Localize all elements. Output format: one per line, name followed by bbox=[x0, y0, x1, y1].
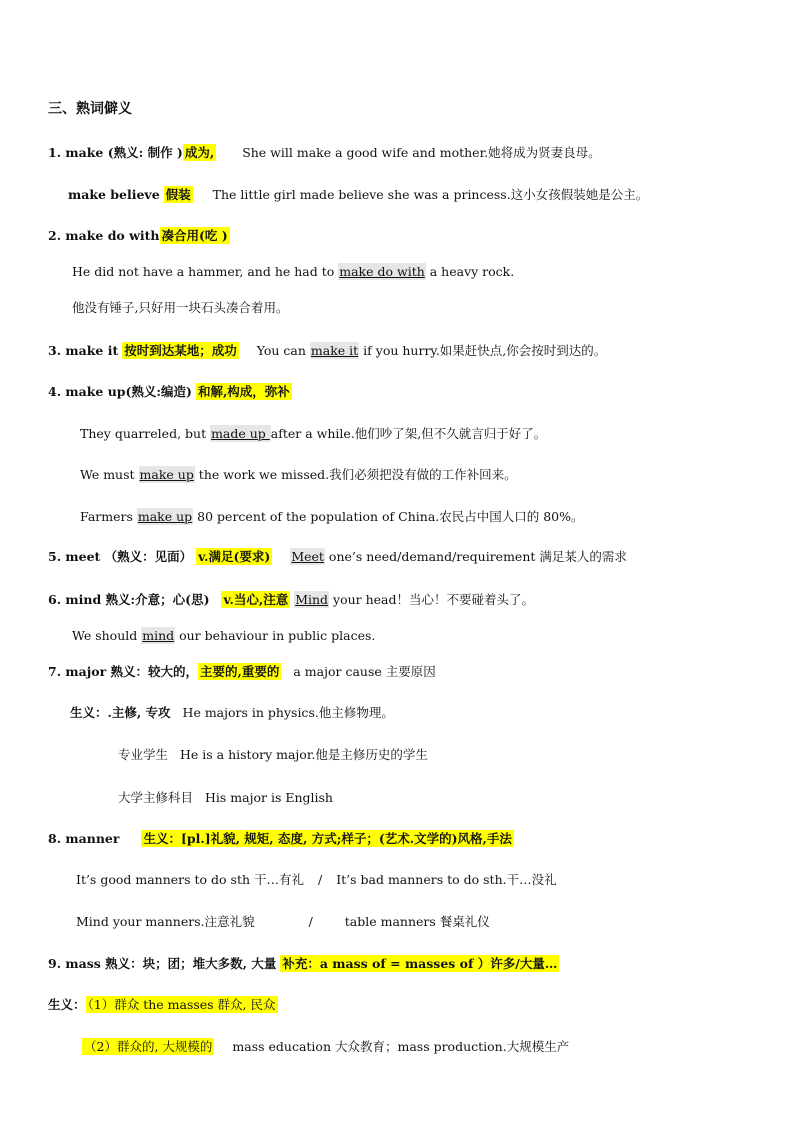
entry-9-sub-2 bbox=[82, 1038, 569, 1056]
entry-4-highlight: 和解,构成，弥补 bbox=[197, 384, 290, 399]
entry-2 bbox=[48, 227, 230, 245]
entry-4-ex1-post: after a while.他们吵了架,但不久就言归于好了。 bbox=[270, 426, 547, 441]
entry-9-sub2-highlight: （2）群众的, 大规模的 bbox=[84, 1039, 213, 1054]
entry-7-sub-1 bbox=[70, 704, 394, 722]
entry-7-sub3-example: His major is English bbox=[205, 790, 333, 805]
entry-9-highlight: 补充：a mass of = masses of ）许多/大量… bbox=[282, 956, 558, 971]
entry-3-highlight: 按时到达某地；成功 bbox=[124, 343, 237, 358]
entry-6-ex2-phrase: mind bbox=[142, 628, 175, 643]
entry-7-sub-3 bbox=[118, 789, 333, 807]
entry-6-highlight: v.当心,注意 bbox=[223, 592, 289, 607]
entry-8-separator: / bbox=[318, 872, 323, 887]
entry-7-example: a major cause 主要原因 bbox=[293, 664, 436, 679]
entry-8-ex1a: It’s good manners to do sth 干…有礼 bbox=[76, 872, 305, 887]
entry-3 bbox=[48, 342, 606, 360]
entry-8-example-1 bbox=[76, 871, 557, 889]
entry-7-highlight: 主要的,重要的 bbox=[200, 664, 280, 679]
entry-7-head: 7. major 熟义：较大的， bbox=[48, 664, 199, 679]
entry-6-ex2-pre: We should bbox=[72, 628, 142, 643]
entry-2-example bbox=[72, 263, 514, 281]
entry-8 bbox=[48, 830, 514, 848]
entry-2-example-phrase: make do with bbox=[339, 264, 425, 279]
entry-4-ex3-post: 80 percent of the population of China.农民占中国人口的 80%。 bbox=[193, 509, 584, 524]
entry-7-sub2-label: 专业学生 bbox=[118, 747, 169, 762]
entry-4-example-3 bbox=[80, 508, 584, 526]
entry-7-sub2-example: He is a history major.他是主修历史的学生 bbox=[180, 747, 428, 762]
entry-3-example-pre: You can bbox=[256, 343, 310, 358]
entry-8-highlight: 生义：[pl.]礼貌, 规矩, 态度, 方式;样子；(艺术.文学的)风格,手法 bbox=[143, 831, 512, 846]
entry-1b-highlight: 假装 bbox=[165, 187, 191, 202]
entry-4-example-2 bbox=[80, 466, 517, 484]
entry-6-ex2-post: our behaviour in public places. bbox=[175, 628, 376, 643]
entry-3-example-phrase: make it bbox=[310, 343, 359, 358]
entry-5-head: 5. meet （熟义：见面） bbox=[48, 549, 193, 564]
section-title: 三、熟词僻义 bbox=[48, 101, 132, 117]
entry-4-ex3-pre: Farmers bbox=[80, 509, 137, 524]
entry-8-head: 8. manner bbox=[48, 831, 120, 846]
entry-9-sub-1 bbox=[48, 996, 278, 1014]
entry-1b-head: make believe bbox=[68, 187, 160, 202]
entry-4-ex2-phrase: make up bbox=[139, 467, 194, 482]
entry-3-example-post: if you hurry.如果赶快点,你会按时到达的。 bbox=[359, 343, 607, 358]
entry-6-example-2 bbox=[72, 627, 375, 645]
entry-5-example-phrase: Meet bbox=[291, 549, 324, 564]
entry-4-head: 4. make up(熟义:编造) bbox=[48, 384, 192, 399]
entry-8-ex1b: It’s bad manners to do sth.干…没礼 bbox=[336, 872, 557, 887]
entry-7-sub1-label: 生义：.主修, 专攻 bbox=[70, 705, 171, 720]
entry-9-head: 9. mass 熟义：块；团；堆大多数, 大量 bbox=[48, 956, 277, 971]
entry-7-sub1-example: He majors in physics.他主修物理。 bbox=[182, 705, 394, 720]
entry-1b bbox=[68, 186, 648, 204]
entry-9-sub-label: 生义： bbox=[48, 997, 86, 1012]
entry-5 bbox=[48, 548, 627, 566]
entry-6 bbox=[48, 591, 534, 609]
entry-1-head: 1. make (熟义: 制作 ) bbox=[48, 145, 183, 160]
entry-1-example: She will make a good wife and mother.她将成为贤妻良母。 bbox=[242, 145, 601, 160]
entry-9-sub1-highlight: （1）群众 the masses 群众, 民众 bbox=[87, 997, 276, 1012]
entry-4-ex1-pre: They quarreled, but bbox=[80, 426, 211, 441]
entry-8-example-2 bbox=[76, 913, 490, 931]
entry-1-highlight: 成为, bbox=[184, 145, 215, 160]
entry-2-example-cn: 他没有锤子,只好用一块石头凑合着用。 bbox=[72, 300, 289, 315]
entry-7-sub-2 bbox=[118, 746, 428, 764]
entry-6-head: 6. mind 熟义:介意；心(思) bbox=[48, 592, 210, 607]
entry-1 bbox=[48, 144, 601, 162]
entry-8-separator-2: / bbox=[308, 914, 313, 929]
entry-3-head: 3. make it bbox=[48, 343, 119, 358]
entry-4-example-1 bbox=[80, 425, 546, 443]
entry-9-sub2-example: mass education 大众教育；mass production.大规模生产 bbox=[232, 1039, 570, 1054]
entry-6-example-post: your head！当心！不要碰着头了。 bbox=[329, 592, 535, 607]
entry-8-ex2b: table manners 餐桌礼仪 bbox=[344, 914, 490, 929]
entry-2-example-post: a heavy rock. bbox=[425, 264, 515, 279]
entry-4-ex2-pre: We must bbox=[80, 467, 139, 482]
entry-8-ex2a: Mind your manners.注意礼貌 bbox=[76, 914, 255, 929]
entry-5-highlight: v.满足(要求) bbox=[198, 549, 271, 564]
entry-2-example-pre: He did not have a hammer, and he had to bbox=[72, 264, 339, 279]
entry-7-sub3-label: 大学主修科目 bbox=[118, 790, 194, 805]
entry-2-head: 2. make do with bbox=[48, 228, 160, 243]
entry-6-example-phrase: Mind bbox=[295, 592, 329, 607]
entry-7 bbox=[48, 663, 436, 681]
entry-4-ex3-phrase: make up bbox=[137, 509, 193, 524]
entry-9 bbox=[48, 955, 559, 973]
entry-2-highlight: 凑合用(吃 ) bbox=[161, 228, 228, 243]
entry-4-ex1-phrase: made up bbox=[211, 426, 270, 441]
entry-4-ex2-post: the work we missed.我们必须把没有做的工作补回来。 bbox=[194, 467, 517, 482]
entry-4 bbox=[48, 383, 292, 401]
entry-5-example-post: one’s need/demand/requirement 满足某人的需求 bbox=[324, 549, 627, 564]
entry-1b-example: The little girl made believe she was a princess.这小女孩假装她是公主。 bbox=[212, 187, 649, 202]
